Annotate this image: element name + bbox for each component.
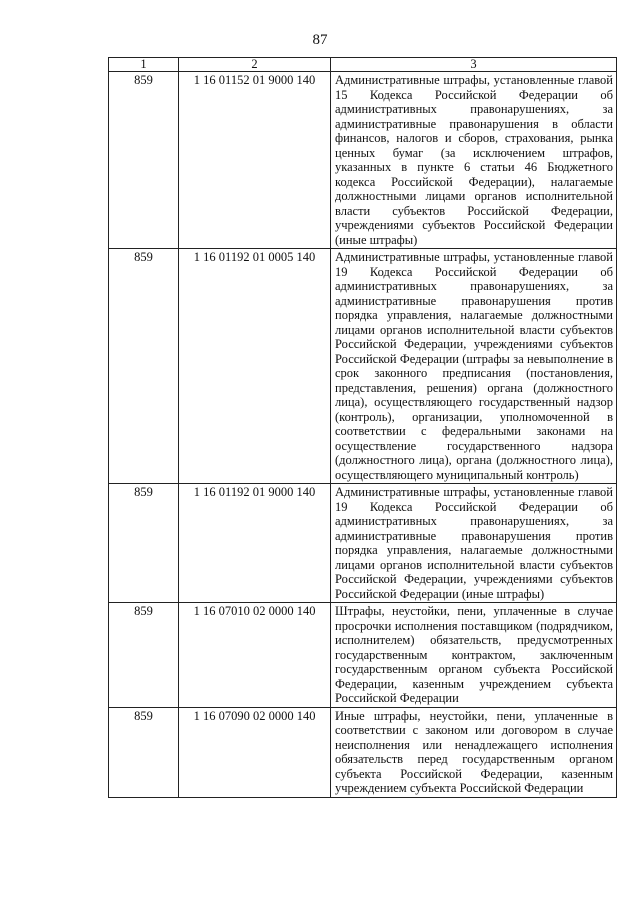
revenue-code-cell: 1 16 07090 02 0000 140 — [179, 707, 331, 797]
revenue-code-cell: 1 16 01192 01 0005 140 — [179, 249, 331, 484]
description-cell: Иные штрафы, неустойки, пени, уплаченные в соответствии с законом или договором в случае неисполнения или ненадлежащего исполнения обязательств перед государственным органом субъекта Российской Федерации, казенным учреждением субъекта Российской Федерации — [331, 707, 617, 797]
description-cell: Административные штрафы, установленные главой 19 Кодекса Российской Федерации об административных правонарушениях, за административные правонарушения против порядка управления, налагаемые должностными лицами органов исполнительной власти субъектов Российской Федерации, учреждениями субъектов Российской Федерации (штрафы за невыполнение в срок законного предписания (постановления, представления, решения) органа (должностного лица), осуществляющего государственный надзор (контроль), организации, уполномоченной в соответствии с федеральными законами на осуществление государственного надзора (должностного лица), органа (должностного лица), осуществляющего муниципальный контроль) — [331, 249, 617, 484]
table-row — [109, 603, 617, 708]
admin-code-cell: 859 — [109, 249, 179, 484]
column-header-1: 1 — [109, 58, 179, 72]
revenue-code-cell: 1 16 01192 01 9000 140 — [179, 484, 331, 603]
description-cell: Административные штрафы, установленные главой 15 Кодекса Российской Федерации об административных правонарушениях, за административные правонарушения в области финансов, налогов и сборов, страхования, рынка ценных бумаг (за исключением штрафов, указанных в пункте 6 статьи 46 Бюджетного кодекса Российской Федерации), налагаемые должностными лицами органов исполнительной власти субъектов Российской Федерации, учреждениями субъектов Российской Федерации (иные штрафы) — [331, 72, 617, 249]
page-number: 87 — [312, 32, 328, 48]
column-header-3: 3 — [331, 58, 617, 72]
table-row — [109, 249, 617, 484]
admin-code-cell: 859 — [109, 484, 179, 603]
table-row — [109, 707, 617, 797]
budget-classification-table — [108, 57, 617, 798]
revenue-code-cell: 1 16 01152 01 9000 140 — [179, 72, 331, 249]
table-row — [109, 484, 617, 603]
admin-code-cell: 859 — [109, 707, 179, 797]
admin-code-cell: 859 — [109, 603, 179, 708]
admin-code-cell: 859 — [109, 72, 179, 249]
table-row — [109, 72, 617, 249]
table-header-row — [109, 58, 617, 72]
column-header-2: 2 — [179, 58, 331, 72]
description-cell: Административные штрафы, установленные главой 19 Кодекса Российской Федерации об административных правонарушениях, за административные правонарушения против порядка управления, налагаемые должностными лицами органов исполнительной власти субъектов Российской Федерации, учреждениями субъектов Российской Федерации (иные штрафы) — [331, 484, 617, 603]
revenue-code-cell: 1 16 07010 02 0000 140 — [179, 603, 331, 708]
description-cell: Штрафы, неустойки, пени, уплаченные в случае просрочки исполнения поставщиком (подрядчиком, исполнителем) обязательств, предусмотренных государственным контрактом, заключенным государственным органом субъекта Российской Федерации, казенным учреждением субъекта Российской Федерации — [331, 603, 617, 708]
